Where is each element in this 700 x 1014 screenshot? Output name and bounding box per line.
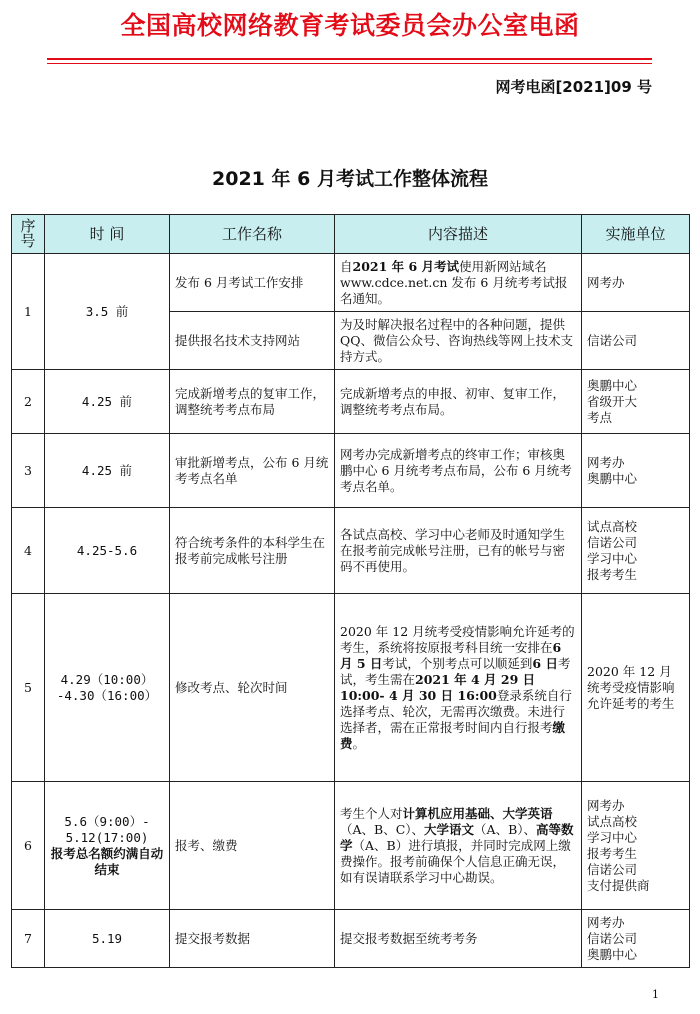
row-work: 修改考点、轮次时间: [170, 594, 335, 782]
row-time: 5.19: [45, 910, 170, 968]
table-row: [12, 508, 690, 594]
page-number: 1: [652, 988, 659, 1001]
table-row: [12, 910, 690, 968]
row-unit: 网考办 信诺公司 奥鹏中心: [582, 910, 690, 968]
row-desc: 为及时解决报名过程中的各种问题，提供 QQ、微信公众号、咨询热线等网上技术支持方式。: [335, 312, 582, 370]
table-header-row: [12, 215, 690, 254]
row-work: 发布 6 月考试工作安排: [170, 254, 335, 312]
row-work: 审批新增考点，公布 6 月统考考点名单: [170, 434, 335, 508]
row-desc: 考生个人对计算机应用基础、大学英语（A、B、C）、大学语文（A、B）、高等数学（A、B）进行填报，并同时完成网上缴费操作。报考前确保个人信息正确无误，如有误请联系学习中心勘误。: [335, 782, 582, 910]
header-work: 工作名称: [170, 215, 335, 254]
row-desc: 网考办完成新增考点的终审工作；审核奥鹏中心 6 月统考考点布局，公布 6 月统考考点名单。: [335, 434, 582, 508]
row-desc: 自2021 年 6 月考试使用新网站域名 www.cdce.net.cn 发布 6 月统考考试报名通知。: [335, 254, 582, 312]
row-unit: 试点高校 信诺公司 学习中心 报考考生: [582, 508, 690, 594]
letterhead-rule-thick: [47, 58, 652, 60]
row-time: 4.25 前: [45, 434, 170, 508]
row-number: 6: [12, 782, 45, 910]
header-time: 时 间: [45, 215, 170, 254]
row-work: 提交报考数据: [170, 910, 335, 968]
row-desc: 各试点高校、学习中心老师及时通知学生在报考前完成帐号注册，已有的帐号与密码不再使用。: [335, 508, 582, 594]
row-desc: 2020 年 12 月统考受疫情影响允许延考的考生，系统将按原报考科目统一安排在6 月 5 日考试，个别考点可以顺延到6 日考试，考生需在2021 年 4 月 29 日 10:00- 4 月 30 日 16:00登录系统自行选择考点、轮次，无需再次缴费。未进行选择者，需在正常报考时间内自行报考缴费。: [335, 594, 582, 782]
row-number: 1: [12, 254, 45, 370]
row-number: 2: [12, 370, 45, 434]
workflow-table: [11, 214, 690, 968]
row-desc: 完成新增考点的申报、初审、复审工作，调整统考考点布局。: [335, 370, 582, 434]
row-unit: 网考办: [582, 254, 690, 312]
row-number: 4: [12, 508, 45, 594]
row-time: 4.25 前: [45, 370, 170, 434]
document-number: 网考电函[2021]09 号: [495, 78, 652, 96]
table-row: [12, 254, 690, 312]
row-work: 报考、缴费: [170, 782, 335, 910]
table-row: [12, 434, 690, 508]
row-time: 4.29（10:00） -4.30（16:00）: [45, 594, 170, 782]
row-number: 3: [12, 434, 45, 508]
row-number: 7: [12, 910, 45, 968]
row-unit: 2020 年 12 月统考受疫情影响允许延考的考生: [582, 594, 690, 782]
header-unit: 实施单位: [582, 215, 690, 254]
row-number: 5: [12, 594, 45, 782]
row-time: 4.25-5.6: [45, 508, 170, 594]
row-time: 3.5 前: [45, 254, 170, 370]
table-row: [12, 370, 690, 434]
row-time: 5.6（9:00）- 5.12(17:00) 报考总名额约满自动结束: [45, 782, 170, 910]
row-work: 提供报名技术支持网站: [170, 312, 335, 370]
table-row: [12, 782, 690, 910]
row-unit: 网考办 试点高校 学习中心 报考考生 信诺公司 支付提供商: [582, 782, 690, 910]
table-row: [12, 594, 690, 782]
row-unit: 奥鹏中心 省级开大 考点: [582, 370, 690, 434]
letterhead-title: 全国高校网络教育考试委员会办公室电函: [120, 11, 580, 40]
row-unit: 网考办 奥鹏中心: [582, 434, 690, 508]
row-work: 符合统考条件的本科学生在报考前完成帐号注册: [170, 508, 335, 594]
document-title: 2021 年 6 月考试工作整体流程: [212, 168, 488, 190]
letterhead-rule-thin: [47, 63, 652, 64]
header-seq: 序 号: [12, 215, 45, 254]
header-desc: 内容描述: [335, 215, 582, 254]
row-unit: 信诺公司: [582, 312, 690, 370]
row-desc: 提交报考数据至统考考务: [335, 910, 582, 968]
row-work: 完成新增考点的复审工作，调整统考考点布局: [170, 370, 335, 434]
